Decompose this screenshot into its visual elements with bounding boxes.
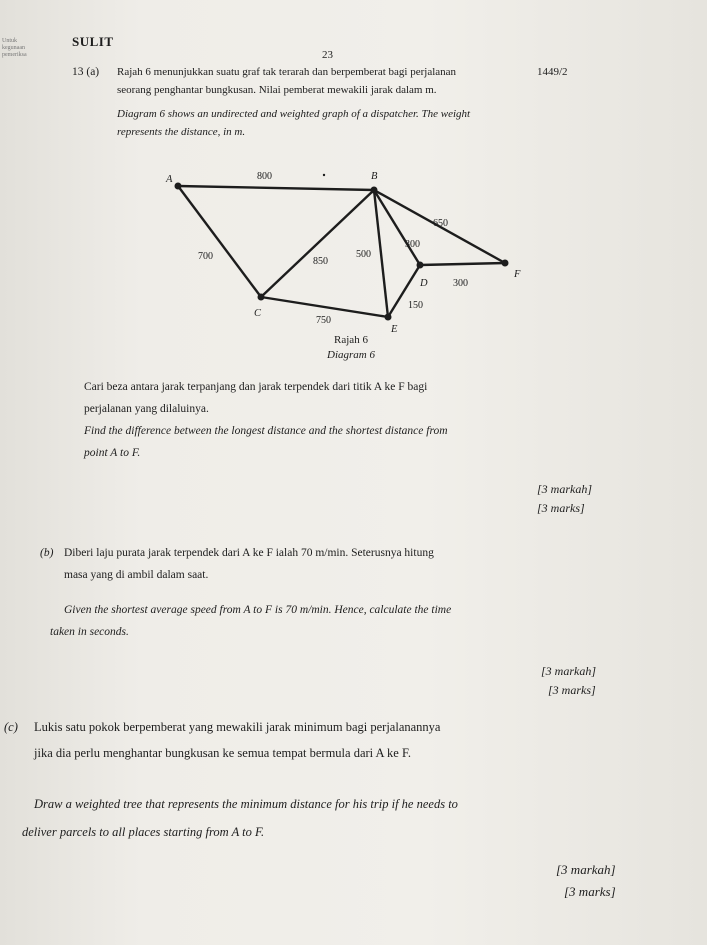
- vertex-label-f: F: [514, 269, 521, 280]
- weight-b-e: 500: [356, 249, 371, 260]
- vertex-c: [258, 294, 265, 301]
- part-a-marks-english: [537, 501, 585, 516]
- edge-a-b: [178, 186, 374, 190]
- part-label: (b): [40, 547, 54, 559]
- weighted-graph-diagram: [150, 160, 550, 370]
- weight-d-f: 300: [453, 278, 468, 289]
- text-line: Lukis satu pokok berpemberat yang mewakili jarak minimum bagi perjalanannya: [34, 720, 441, 734]
- part-b-marks-english: [548, 683, 596, 698]
- weight-b-d: 300: [405, 239, 420, 250]
- part-a-task-english: [84, 420, 644, 464]
- text-line: taken in seconds.: [50, 626, 129, 638]
- marks-label: [3 marks]: [537, 501, 585, 515]
- diagram-caption-english: Diagram 6: [327, 349, 375, 361]
- part-c-english: [22, 790, 694, 846]
- vertex-e: [385, 314, 392, 321]
- text-line: jika dia perlu menghantar bungkusan ke semua tempat bermula dari A ke F.: [34, 746, 412, 760]
- examiner-margin-note: Untuk kegunaan pemeriksa: [2, 38, 27, 58]
- part-b-malay: [64, 542, 634, 586]
- text-line: Given the shortest average speed from A to F is 70 m/min. Hence, calculate the time: [64, 604, 452, 616]
- marks-label: [3 markah]: [541, 664, 597, 678]
- part-a-label: (a): [86, 66, 100, 78]
- vertex-label-e: E: [391, 324, 398, 335]
- part-b-english: [50, 599, 644, 643]
- text-line: deliver parcels to all places starting from A to F.: [22, 825, 265, 839]
- classification-label: SULIT: [72, 34, 114, 49]
- vertex-label-a: A: [166, 174, 173, 185]
- weight-a-b: 800: [257, 171, 272, 182]
- text-line: point A to F.: [84, 447, 141, 459]
- vertex-d: [417, 262, 424, 269]
- weight-c-e: 750: [316, 315, 331, 326]
- text-line: perjalanan yang dilaluinya.: [84, 403, 209, 415]
- question-number-value: 13: [72, 66, 84, 78]
- paper-code: 1449/2: [537, 66, 568, 78]
- marks-label: [3 marks]: [564, 884, 616, 899]
- text-line: represents the distance, in m.: [117, 126, 246, 138]
- vertex-label-d: D: [420, 278, 428, 289]
- text-line: Rajah 6 menunjukkan suatu graf tak terarah dan berpemberat bagi perjalanan: [117, 66, 457, 78]
- text-line: Draw a weighted tree that represents the minimum distance for his trip if he needs to: [34, 797, 458, 811]
- part-c-marks-english: [564, 884, 616, 900]
- part-c-malay: [34, 714, 674, 766]
- vertex-label-b: B: [371, 171, 378, 182]
- edge-a-c: [178, 186, 261, 297]
- marks-label: [3 markah]: [537, 482, 593, 496]
- weight-a-c: 700: [198, 251, 213, 262]
- text-line: Diberi laju purata jarak terpendek dari A ke F ialah 70 m/min. Seterusnya hitung: [64, 547, 434, 559]
- vertex-a: [175, 183, 182, 190]
- edge-c-e: [261, 297, 388, 317]
- part-a-intro-english: [117, 103, 617, 143]
- part-c-marks-malay: [556, 862, 616, 878]
- vertex-label-c: C: [254, 308, 262, 319]
- weight-b-f: 650: [433, 218, 448, 229]
- vertex-b: [371, 187, 378, 194]
- page-number: 23: [322, 49, 333, 61]
- part-a-marks-malay: [537, 482, 592, 497]
- text-line: Find the difference between the longest distance and the shortest distance from: [84, 425, 448, 437]
- text-line: Cari beza antara jarak terpanjang dan jarak terpendek dari titik A ke F bagi: [84, 381, 428, 393]
- text-line: masa yang di ambil dalam saat.: [64, 569, 209, 581]
- question-number: [72, 66, 99, 78]
- part-a-task-malay: [84, 376, 624, 420]
- edge-b-c: [261, 190, 374, 297]
- stray-dot: [323, 174, 325, 176]
- marks-label: [3 marks]: [548, 683, 596, 697]
- weight-b-c: 850: [313, 256, 328, 267]
- text-line: Diagram 6 shows an undirected and weighted graph of a dispatcher. The weight: [117, 108, 471, 120]
- weight-d-e: 150: [408, 300, 423, 311]
- part-label: (c): [4, 720, 18, 734]
- marks-label: [3 markah]: [556, 862, 616, 877]
- text-line: seorang penghantar bungkusan. Nilai pemberat mewakili jarak dalam m.: [117, 84, 437, 96]
- part-b-marks-malay: [541, 664, 596, 679]
- diagram-caption-malay: Rajah 6: [334, 334, 368, 346]
- vertex-f: [502, 260, 509, 267]
- edge-d-f: [420, 263, 505, 265]
- part-a-intro-malay: [117, 61, 617, 101]
